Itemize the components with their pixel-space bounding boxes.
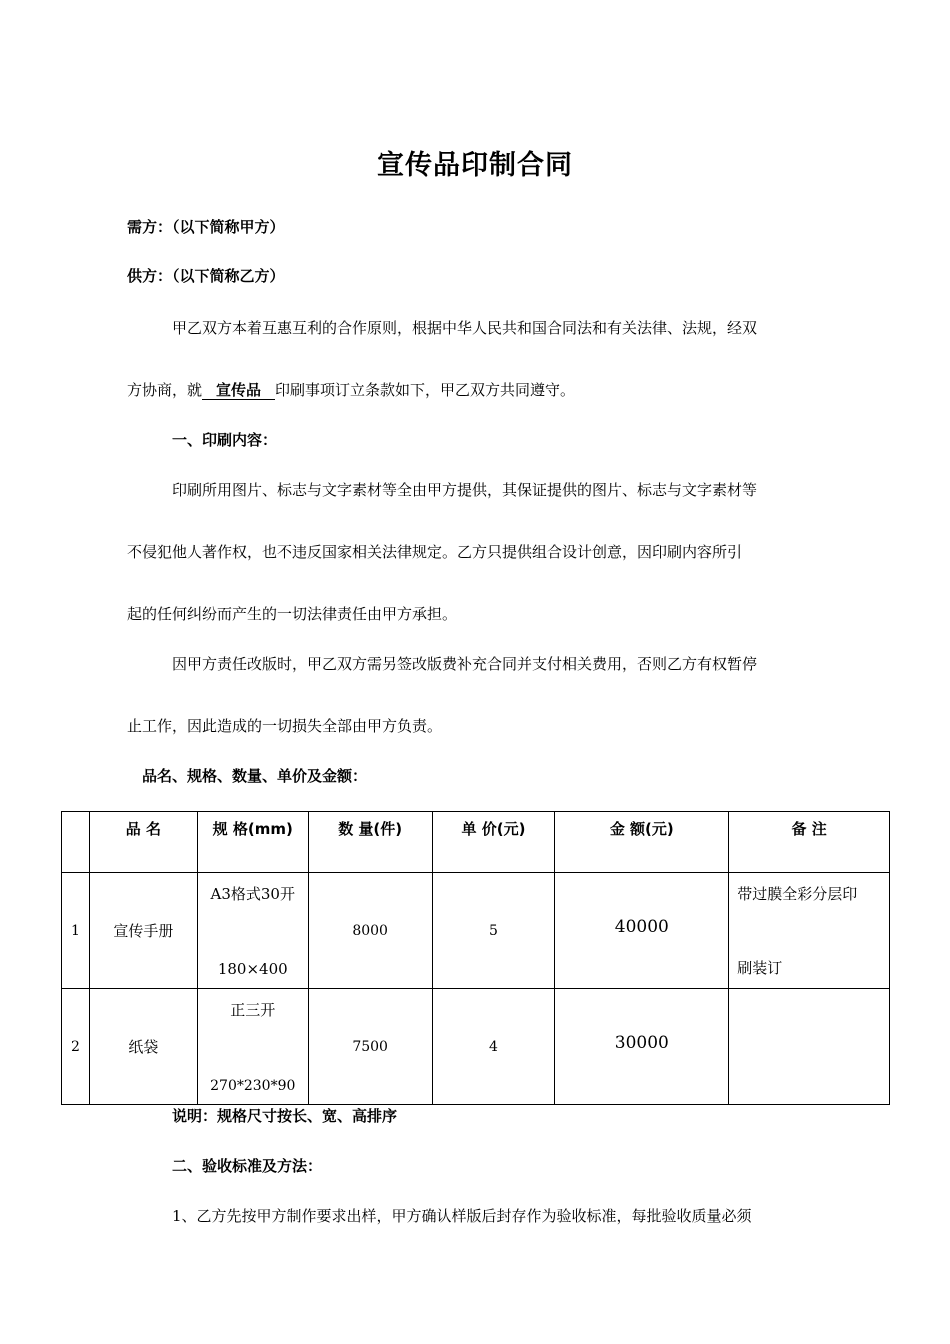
- header-no: [62, 812, 90, 873]
- row-remark: [729, 989, 890, 1105]
- row-spec-line-2: 180×400: [217, 960, 288, 978]
- intro-item-underlined: 宣传品: [202, 381, 275, 400]
- row-no: 1: [62, 873, 90, 989]
- table-heading: 品名、规格、数量、单价及金额：: [142, 767, 368, 785]
- section-1-para-1-line-2: 不侵犯他人著作权，也不违反国家相关法律规定。乙方只提供组合设计创意，因印刷内容所引: [127, 543, 743, 561]
- header-spec: 规 格(mm): [197, 812, 308, 873]
- row-amount: [555, 873, 729, 989]
- intro-line-2-post: 印刷事项订立条款如下，甲乙双方共同遵守。: [275, 381, 576, 399]
- row-no: 2: [62, 989, 90, 1105]
- row-remark-line-1: 带过膜全彩分层印: [737, 885, 858, 903]
- header-price: 单 价(元): [432, 812, 555, 873]
- row-spec-line-1: A3格式30开: [210, 885, 295, 903]
- section-1-heading: 一、印刷内容：: [172, 431, 278, 449]
- section-1-para-2-line-2: 止工作，因此造成的一切损失全部由甲方负责。: [127, 717, 443, 735]
- page-title: 宣传品印制合同: [377, 150, 573, 181]
- table-row: [62, 989, 890, 1105]
- party-b-line: 供方：（以下简称乙方）: [127, 267, 285, 285]
- header-amount: 金 额(元): [555, 812, 729, 873]
- row-amount: [555, 989, 729, 1105]
- header-qty: 数 量(件): [308, 812, 432, 873]
- row-amount-value: 30000: [614, 1032, 669, 1053]
- party-a-line: 需方：（以下简称甲方）: [127, 218, 285, 236]
- row-price: 4: [432, 989, 555, 1105]
- row-remark-line-2: 刷装订: [737, 959, 783, 977]
- row-remark: [729, 873, 890, 989]
- header-name: 品 名: [89, 812, 197, 873]
- table-header-row: [62, 812, 890, 873]
- spec-table: [61, 811, 890, 1105]
- section-2-para-1-line-1: 1、乙方先按甲方制作要求出样，甲方确认样版后封存作为验收标准，每批验收质量必须: [172, 1207, 752, 1225]
- section-1-para-1-line-3: 起的任何纠纷而产生的一切法律责任由甲方承担。: [127, 605, 458, 623]
- section-2-heading: 二、验收标准及方法：: [172, 1157, 323, 1175]
- section-1-para-1-line-1: 印刷所用图片、标志与文字素材等全由甲方提供，其保证提供的图片、标志与文字素材等: [172, 481, 758, 499]
- table-row: [62, 873, 890, 989]
- intro-line-2: [127, 379, 575, 400]
- row-spec: [197, 989, 308, 1105]
- row-spec: [197, 873, 308, 989]
- row-qty: 8000: [308, 873, 432, 989]
- section-1-para-2-line-1: 因甲方责任改版时，甲乙双方需另签改版费补充合同并支付相关费用，否则乙方有权暂停: [172, 655, 758, 673]
- row-amount-value: 40000: [614, 916, 669, 937]
- row-name: 宣传手册: [89, 873, 197, 989]
- row-qty: 7500: [308, 989, 432, 1105]
- row-spec-line-2: 270*230*90: [210, 1078, 296, 1094]
- row-spec-line-1: 正三开: [230, 1001, 276, 1019]
- row-price: 5: [432, 873, 555, 989]
- header-remark: 备 注: [729, 812, 890, 873]
- intro-line-2-pre: 方协商，就: [127, 381, 203, 399]
- intro-line-1: 甲乙双方本着互惠互利的合作原则，根据中华人民共和国合同法和有关法律、法规，经双: [172, 319, 758, 337]
- row-name: 纸袋: [89, 989, 197, 1105]
- table-note: 说明：规格尺寸按长、宽、高排序: [172, 1107, 398, 1125]
